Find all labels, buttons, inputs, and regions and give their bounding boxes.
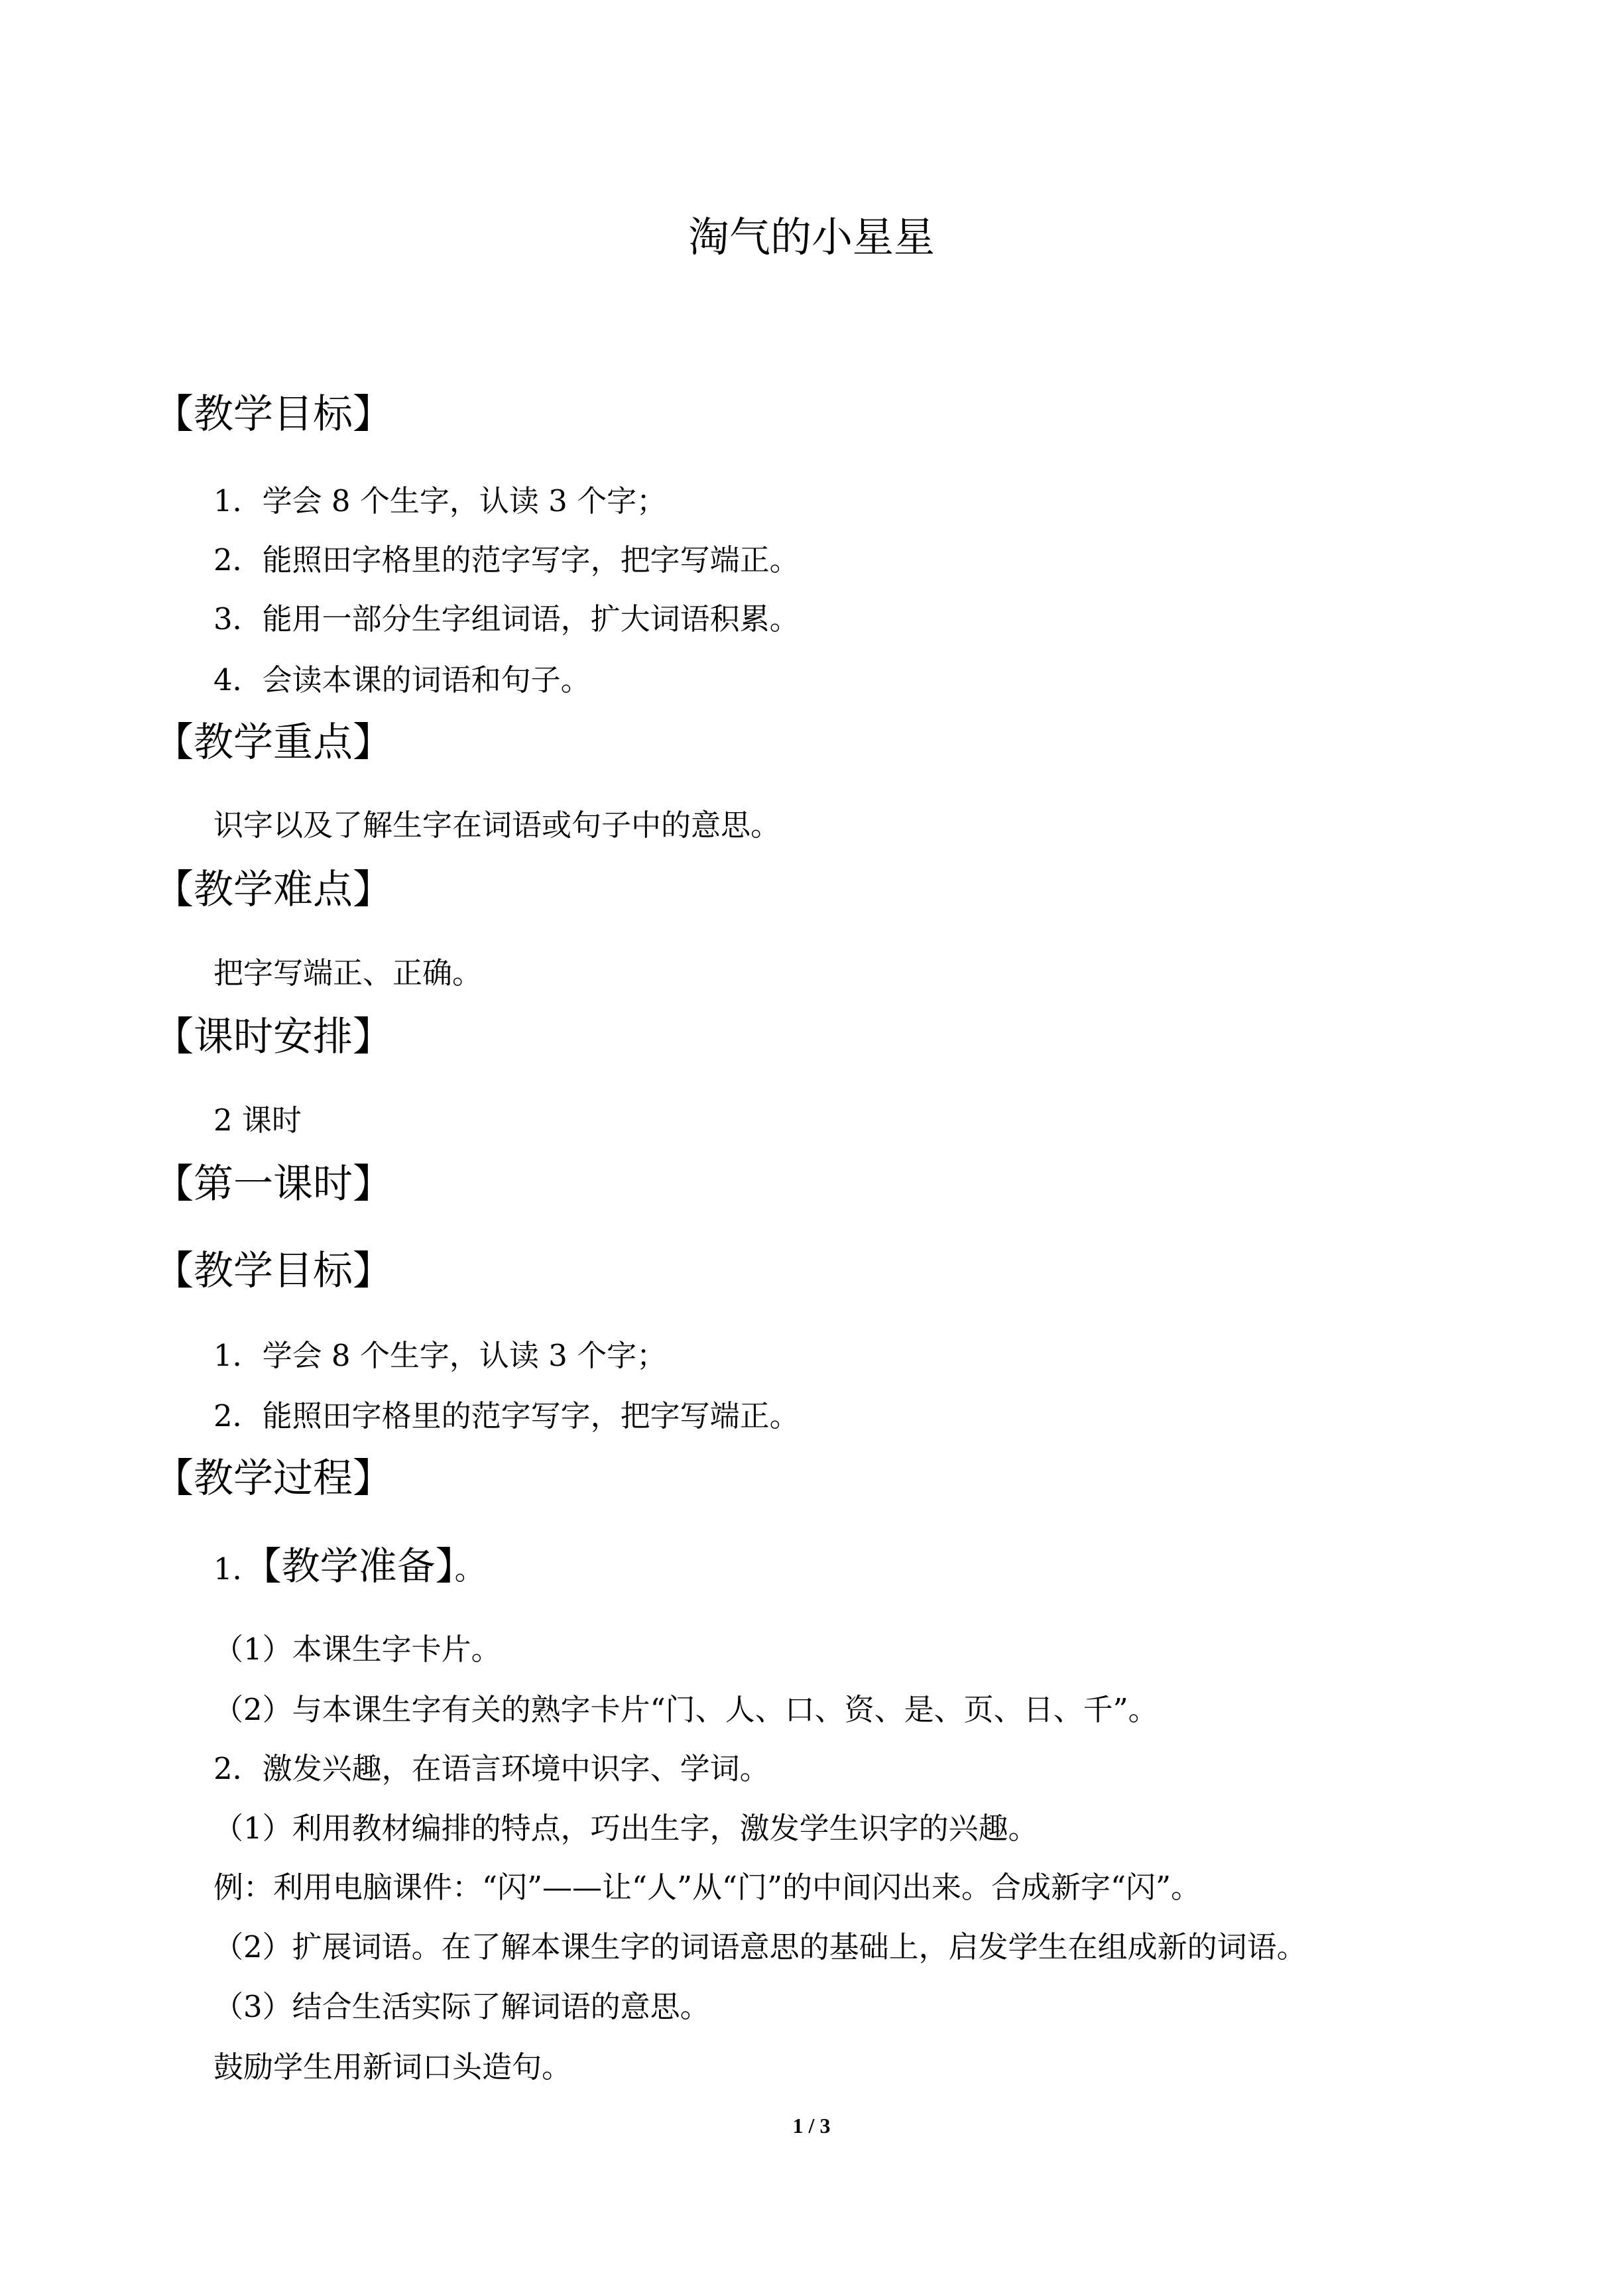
document-title: 淘气的小星星: [688, 213, 935, 261]
section-heading-difficulties: 【教学难点】: [154, 867, 392, 913]
process-line: （1）本课生字卡片。: [213, 1632, 501, 1667]
process-step-1: [213, 1543, 485, 1589]
objective-item: 4．会读本课的词语和句子。: [213, 662, 591, 697]
section-heading-schedule: 【课时安排】: [154, 1014, 392, 1060]
process-line: （3）结合生活实际了解词语的意思。: [213, 1989, 710, 2024]
process-line: 例：利用电脑课件：“闪”——让“人”从“门”的中间闪出来。合成新字“闪”。: [213, 1870, 1201, 1905]
lesson-objective-item: 1．学会 8 个生字，认读 3 个字；: [213, 1338, 667, 1373]
process-line: （2）与本课生字有关的熟字卡片“门、人、口、资、是、页、日、千”。: [213, 1692, 1158, 1727]
section-heading-lesson-objectives: 【教学目标】: [154, 1248, 392, 1294]
lesson-objective-item: 2．能照田字格里的范字写字，把字写端正。: [213, 1398, 800, 1433]
difficulties-text: 把字写端正、正确。: [213, 955, 483, 991]
key-points-text: 识字以及了解生字在词语或句子中的意思。: [213, 808, 781, 843]
objective-item: 3．能用一部分生字组词语，扩大词语积累。: [213, 601, 800, 636]
page-number: 1 / 3: [792, 2114, 831, 2138]
section-heading-objectives: 【教学目标】: [154, 391, 392, 438]
schedule-text: 2 课时: [213, 1103, 302, 1138]
process-line: 鼓励学生用新词口头造句。: [213, 2049, 572, 2085]
process-step-1-title: 【教学准备】: [262, 1543, 455, 1589]
process-step-1-suffix: 。: [454, 1551, 485, 1587]
section-heading-process: 【教学过程】: [154, 1455, 392, 1502]
objective-item: 2．能照田字格里的范字写字，把字写端正。: [213, 542, 800, 577]
objective-item: 1．学会 8 个生字，认读 3 个字；: [213, 483, 667, 518]
process-step-1-number: 1．: [213, 1551, 263, 1587]
process-line: 2．激发兴趣，在语言环境中识字、学词。: [213, 1751, 770, 1786]
section-heading-first-lesson: 【第一课时】: [154, 1161, 392, 1207]
section-heading-key-points: 【教学重点】: [154, 719, 392, 766]
process-line: （1）利用教材编排的特点，巧出生字，激发学生识字的兴趣。: [213, 1811, 1038, 1846]
process-line: （2）扩展词语。在了解本课生字的词语意思的基础上，启发学生在组成新的词语。: [213, 1929, 1307, 1964]
